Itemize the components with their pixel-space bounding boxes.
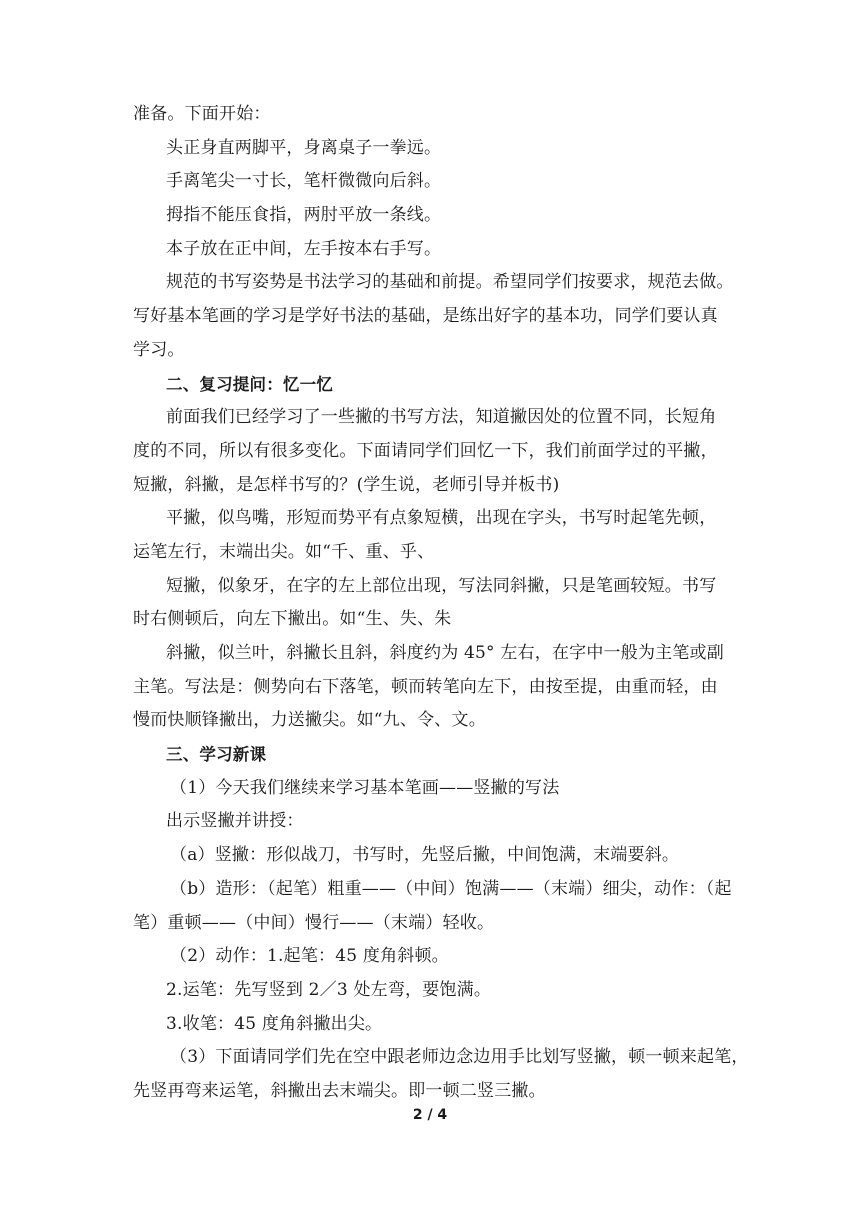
- paragraph-line: 运笔左行，末端出尖。如“千、重、乎、: [133, 541, 435, 562]
- paragraph-line: （b）造形：（起笔）粗重——（中间）饱满——（末端）细尖，动作：（起: [170, 878, 732, 899]
- paragraph-line: 斜撇，似兰叶，斜撇长且斜，斜度约为 45° 左右，在字中一般为主笔或副: [166, 643, 724, 663]
- paragraph-line: （2）动作：1.起笔：45 度角斜顿。: [170, 946, 449, 967]
- paragraph-line: （a）竖撇：形似战刀，书写时，先竖后撇，中间饱满，末端要斜。: [170, 845, 680, 866]
- paragraph-line: 短撇，斜撇，是怎样书写的？(学生说，老师引导并板书): [133, 474, 560, 495]
- paragraph-line: 时右侧顿后，向左下撇出。如“生、失、朱: [133, 609, 452, 630]
- verse-line: 手离笔尖一寸长，笔杆微微向后斜。: [166, 171, 442, 192]
- verse-line: 拇指不能压食指，两肘平放一条线。: [166, 205, 442, 226]
- paragraph-line: 规范的书写姿势是书法学习的基础和前提。希望同学们按要求，规范去做。: [166, 272, 734, 293]
- text-line: 准备。下面开始：: [133, 104, 271, 124]
- paragraph-line: 慢而快顺锋撇出，力送撇尖。如“九、令、文。: [133, 710, 486, 731]
- page-number: 2 / 4: [412, 1107, 448, 1123]
- section-heading: 二、复习提问：忆一忆: [166, 374, 333, 394]
- paragraph-line: 平撇，似鸟嘴，形短而势平有点象短横，出现在字头，书写时起笔先顿，: [166, 508, 717, 529]
- verse-line: 本子放在正中间，左手按本右手写。: [166, 238, 442, 259]
- paragraph-line: 写好基本笔画的学习是学好书法的基础，是练出好字的基本功，同学们要认真: [133, 306, 718, 327]
- section-heading: 三、学习新课: [166, 745, 267, 765]
- paragraph-line: （1）今天我们继续来学习基本笔画——竖撇的写法: [170, 777, 560, 798]
- paragraph-line: 短撇，似象牙，在字的左上部位出现，写法同斜撇，只是笔画较短。书写: [166, 575, 717, 596]
- paragraph-line: 学习。: [133, 339, 185, 360]
- paragraph-line: 出示竖撇并讲授：: [166, 811, 304, 832]
- paragraph-line: 2.运笔：先写竖到 2／3 处左弯，要饱满。: [166, 979, 492, 1000]
- paragraph-line: 先竖再弯来运笔，斜撇出去末端尖。即一顿二竖三撇。: [133, 1080, 546, 1101]
- paragraph-line: （3）下面请同学们先在空中跟老师边念边用手比划写竖撇，顿一顿来起笔，: [170, 1047, 749, 1068]
- paragraph-line: 笔）重顿——（中间）慢行——（末端）轻收。: [133, 912, 495, 933]
- paragraph-line: 3.收笔：45 度角斜撇出尖。: [166, 1013, 383, 1034]
- verse-line: 头正身直两脚平，身离桌子一拳远。: [166, 137, 442, 158]
- document-body: [133, 98, 753, 1109]
- paragraph-line: 度的不同，所以有很多变化。下面请同学们回忆一下，我们前面学过的平撇，: [133, 440, 718, 461]
- paragraph-line: 主笔。写法是：侧势向右下落笔，顿而转笔向左下，由按至提，由重而轻，由: [133, 676, 718, 697]
- paragraph-line: 前面我们已经学习了一些撇的书写方法，知道撇因处的位置不同，长短角: [166, 407, 717, 428]
